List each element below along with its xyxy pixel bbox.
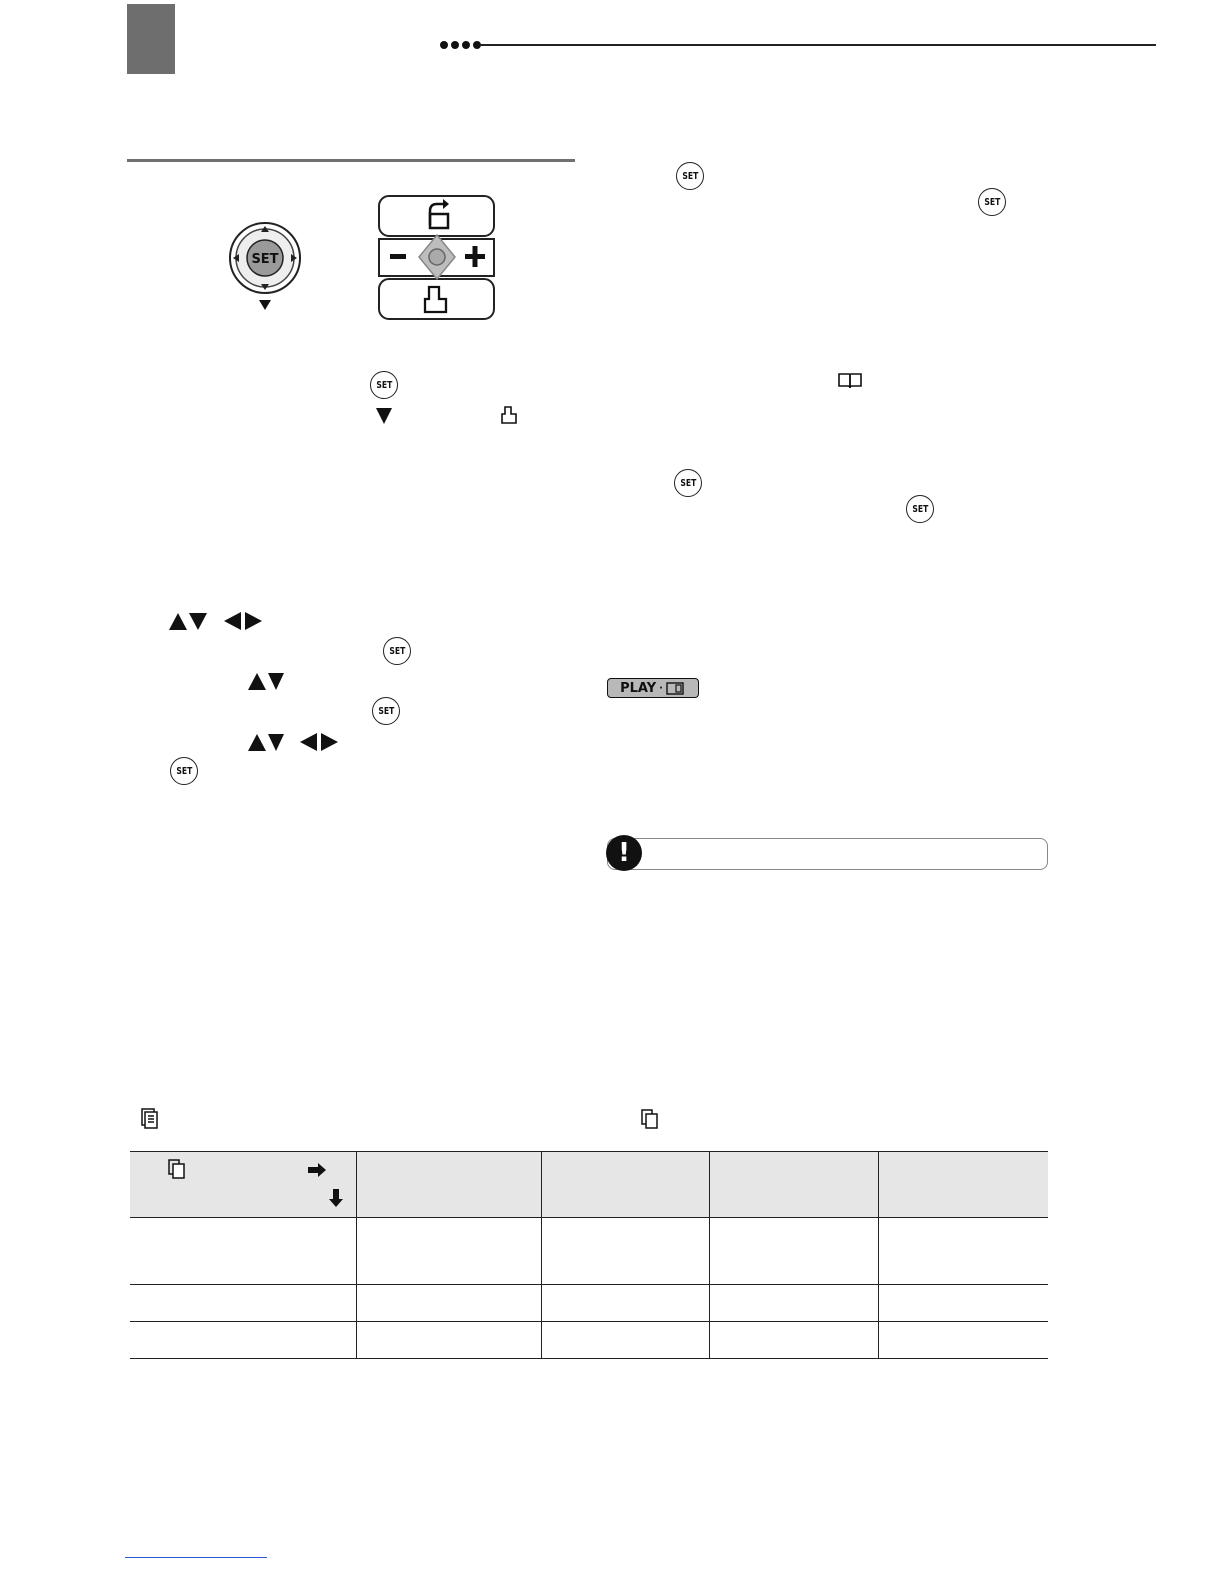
paper-icon [167,1158,189,1180]
table-cell [710,1218,879,1285]
set-button-icon [383,637,411,665]
minus-icon [390,254,406,259]
table-header-cell [130,1152,357,1218]
progress-dot [451,41,459,49]
table-header-row [130,1152,1048,1218]
table-row [130,1285,1048,1322]
table-cell [357,1322,542,1359]
progress-dot [462,41,470,49]
paper-icon [640,1108,660,1130]
table-cell [357,1285,542,1322]
set-label: SET [378,705,394,717]
table-cell [879,1218,1049,1285]
table-row [130,1322,1048,1359]
table-cell [542,1285,710,1322]
table-cell [542,1218,710,1285]
paper-size-table [130,1151,1048,1359]
play-mode-badge [607,678,699,698]
set-button-icon [978,188,1006,216]
table-cell [130,1218,357,1285]
table-cell [710,1285,879,1322]
table-cell [357,1218,542,1285]
set-label: SET [984,196,1000,208]
table-header-cell [710,1152,879,1218]
table-cell [130,1285,357,1322]
table-row [130,1218,1048,1285]
down-arrow-icon [374,406,394,426]
set-label: SET [176,765,192,777]
section-rule [127,159,575,162]
important-box [607,838,1048,870]
set-button-icon [674,469,702,497]
footer-rule [125,1557,267,1558]
set-label: SET [682,170,698,182]
table-cell [710,1322,879,1359]
joystick-diagram [226,218,306,313]
book-icon [837,371,863,391]
progress-dot [440,41,448,49]
multi-sheet-icon [140,1107,160,1131]
play-label: PLAY [620,680,657,696]
print-icon [500,405,520,425]
set-label: SET [376,379,392,391]
button-panel-diagram [377,195,497,321]
card-icon [666,682,686,695]
set-button-icon [372,697,400,725]
important-mark: ! [618,838,630,868]
table-header-cell [542,1152,710,1218]
set-button-icon [170,757,198,785]
set-button-icon [370,371,398,399]
header-rule [480,44,1156,46]
set-label: SET [389,645,405,657]
chapter-tab [127,4,175,74]
set-label: SET [680,477,696,489]
table-cell [879,1285,1049,1322]
important-icon [606,835,642,871]
set-button-icon [676,162,704,190]
set-button-icon [906,495,934,523]
down-arrow-icon [328,1188,344,1208]
table-header-cell [879,1152,1049,1218]
table-cell [130,1322,357,1359]
joystick-set-label: SET [251,252,279,267]
table-cell [542,1322,710,1359]
table-cell [879,1322,1049,1359]
set-label: SET [912,503,928,515]
dot-separator-icon: · [659,682,663,694]
table-header-cell [357,1152,542,1218]
right-arrow-icon [307,1162,327,1178]
arrow-keys-icon [246,731,346,753]
arrow-keys-icon [167,610,267,632]
updown-arrow-icon [246,670,286,692]
